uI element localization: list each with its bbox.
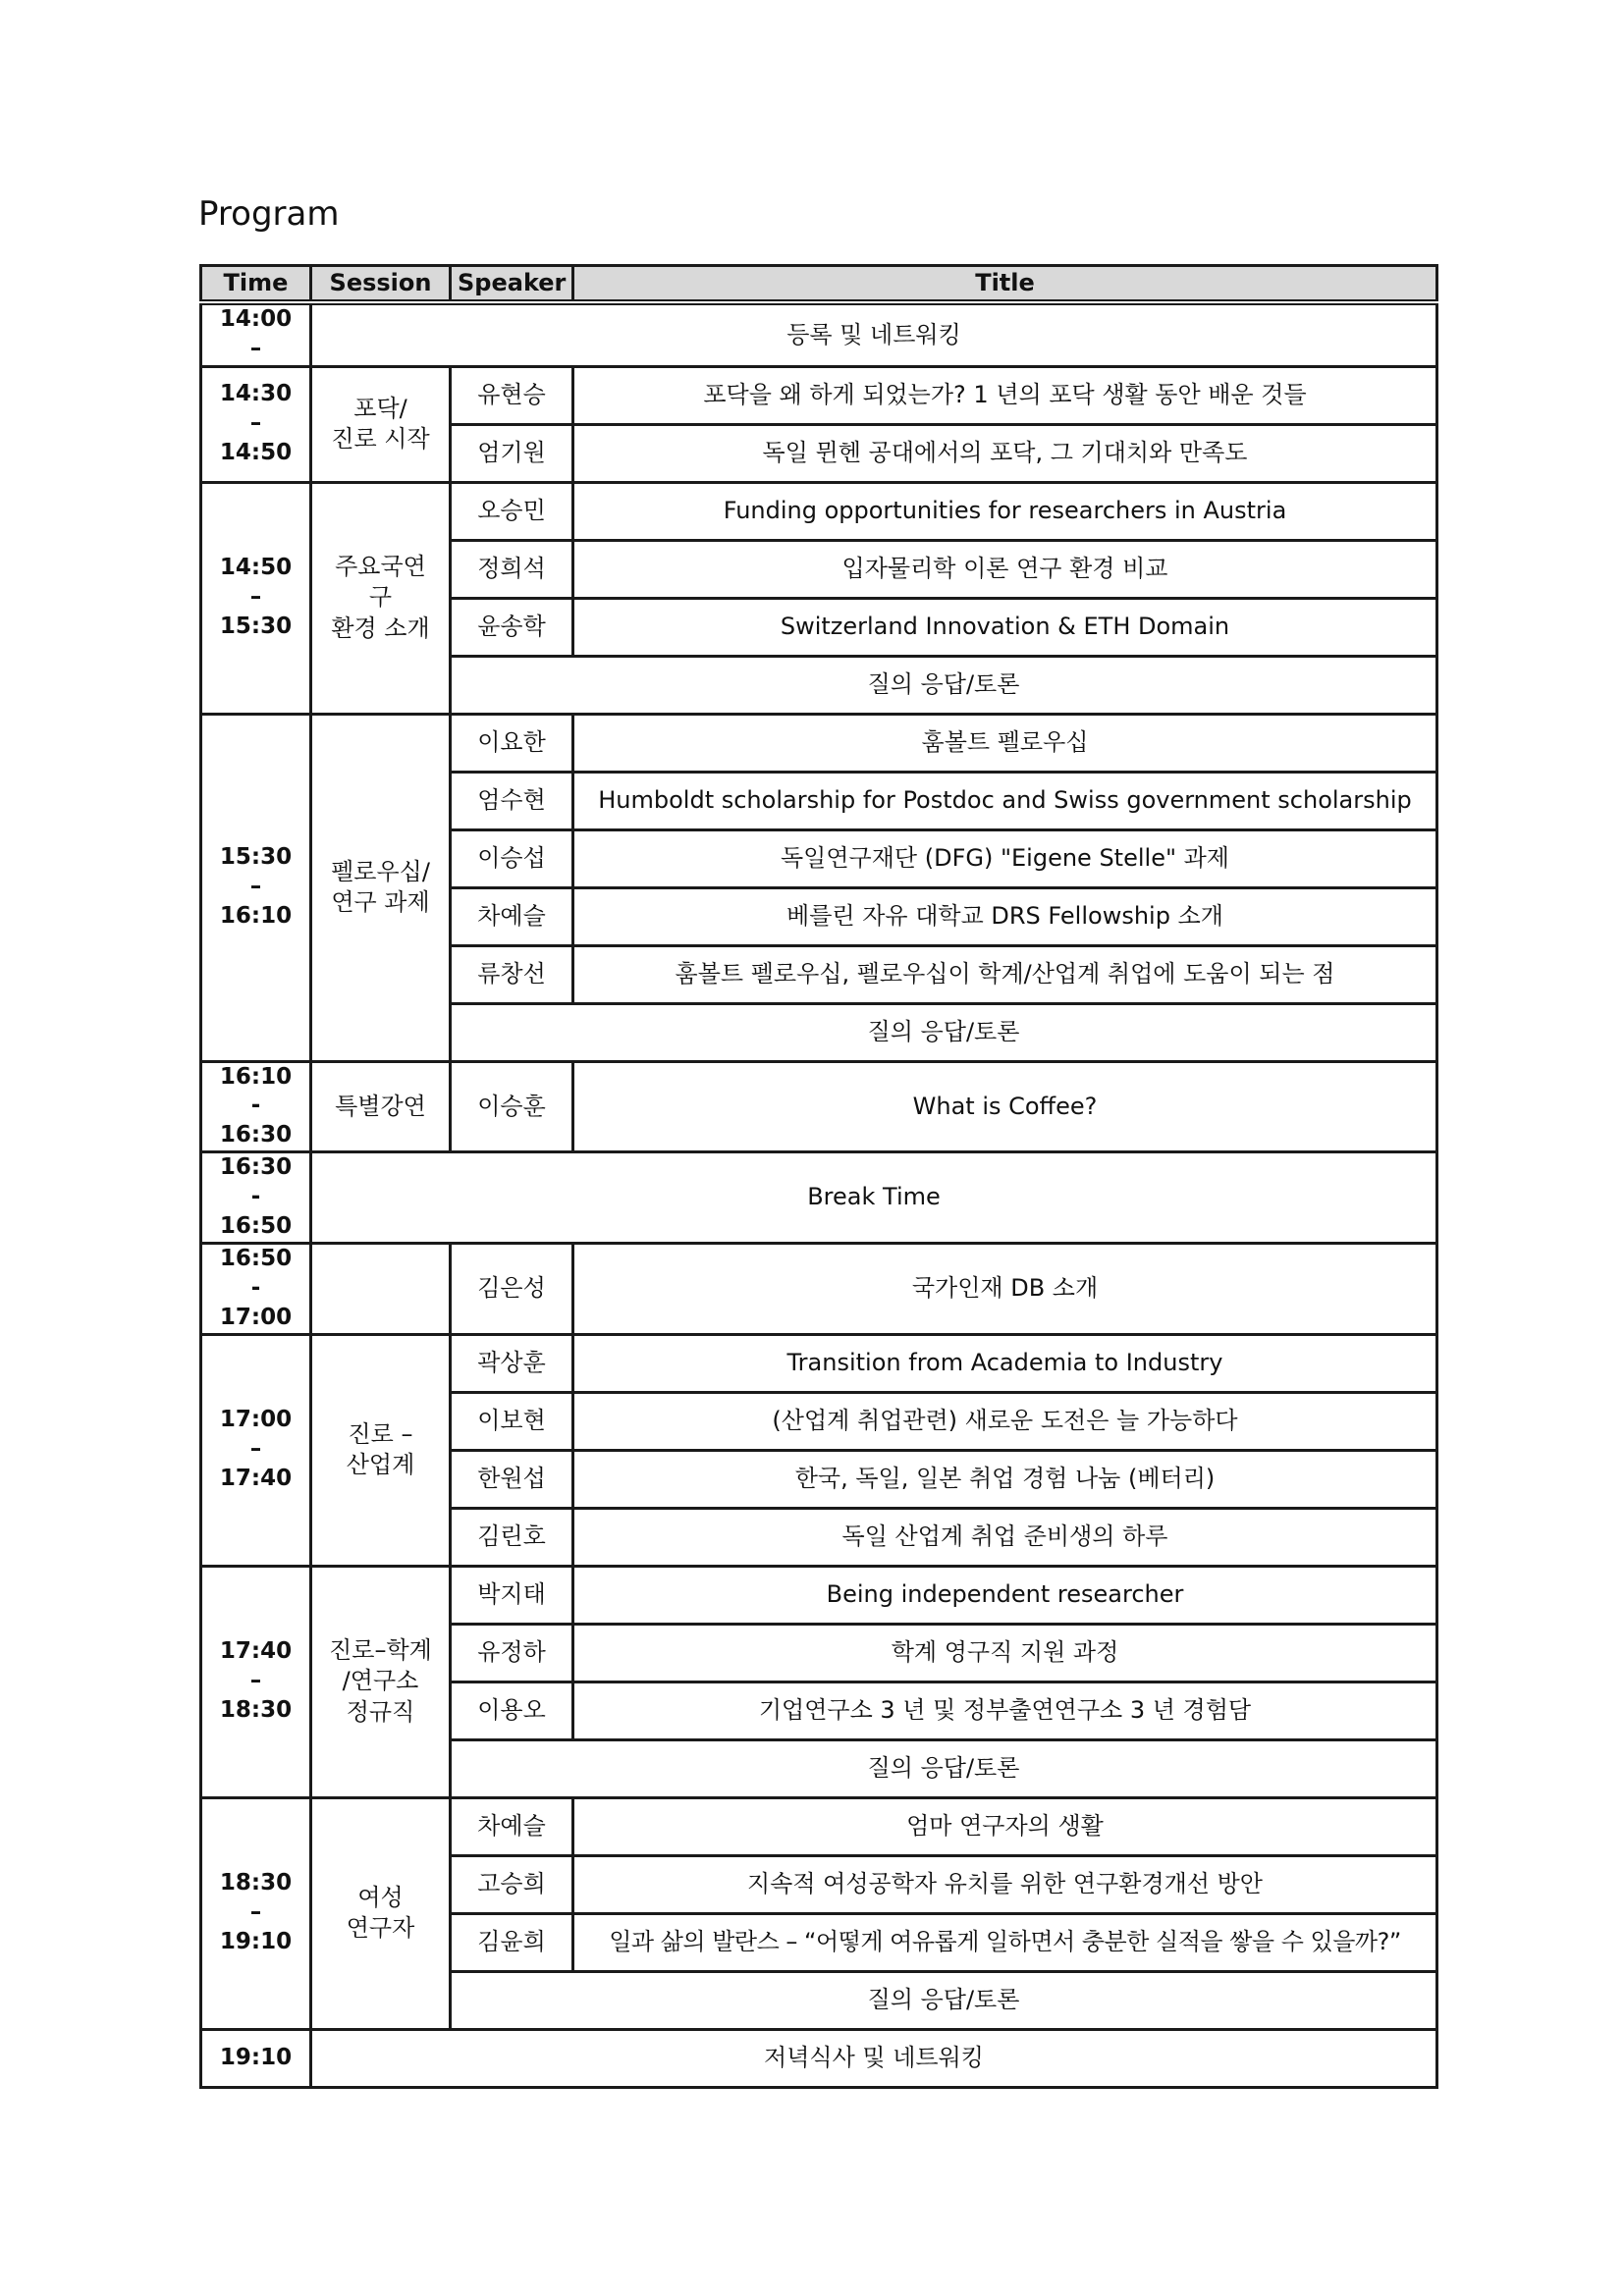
table-row [201, 482, 1437, 540]
qa-cell: 질의 응답/토론 [451, 1003, 1437, 1061]
session-cell: 진로 – 산업계 [311, 1334, 451, 1566]
title-cell: What is Coffee? [573, 1061, 1437, 1152]
time-cell: 14:30 – 14:50 [201, 366, 311, 482]
qa-cell: 질의 응답/토론 [451, 656, 1437, 714]
table-row [201, 2029, 1437, 2087]
header-time: Time [201, 266, 311, 303]
title-cell: Funding opportunities for researchers in Austria [573, 482, 1437, 540]
time-cell: 16:50 - 17:00 [201, 1243, 311, 1334]
speaker-cell: 엄수현 [451, 772, 573, 829]
program-table [199, 264, 1438, 2089]
title-cell: 훔볼트 펠로우십 [573, 714, 1437, 772]
session-cell: 진로–학계 /연구소 정규직 [311, 1566, 451, 1797]
speaker-cell: 김은성 [451, 1243, 573, 1334]
table-row [201, 1243, 1437, 1334]
speaker-cell: 유정하 [451, 1624, 573, 1682]
title-cell: 등록 및 네트워킹 [311, 302, 1437, 366]
speaker-cell: 이승섭 [451, 829, 573, 887]
speaker-cell: 오승민 [451, 482, 573, 540]
speaker-cell: 차예슬 [451, 887, 573, 945]
title-cell: 저녁식사 및 네트워킹 [311, 2029, 1437, 2087]
title-cell: Switzerland Innovation & ETH Domain [573, 598, 1437, 656]
speaker-cell: 김윤희 [451, 1913, 573, 1971]
title-cell: 기업연구소 3 년 및 정부출연연구소 3 년 경험담 [573, 1682, 1437, 1739]
table-row [201, 1566, 1437, 1624]
title-cell: 학계 영구직 지원 과정 [573, 1624, 1437, 1682]
page-title: Program [198, 194, 340, 234]
table-row [201, 1797, 1437, 1855]
header-speaker: Speaker [451, 266, 573, 303]
session-cell: 특별강연 [311, 1061, 451, 1152]
speaker-cell: 엄기원 [451, 424, 573, 482]
title-cell: (산업계 취업관련) 새로운 도전은 늘 가능하다 [573, 1392, 1437, 1450]
speaker-cell: 이요한 [451, 714, 573, 772]
title-cell: 독일 뮌헨 공대에서의 포닥, 그 기대치와 만족도 [573, 424, 1437, 482]
speaker-cell: 고승희 [451, 1855, 573, 1913]
title-cell: 지속적 여성공학자 유치를 위한 연구환경개선 방안 [573, 1855, 1437, 1913]
table-header-row [201, 266, 1437, 303]
speaker-cell: 정희석 [451, 540, 573, 598]
speaker-cell: 한원섭 [451, 1450, 573, 1508]
table-row [201, 714, 1437, 772]
table-row [201, 366, 1437, 424]
table-row [201, 1334, 1437, 1392]
title-cell: Transition from Academia to Industry [573, 1334, 1437, 1392]
session-cell: 주요국연구 환경 소개 [311, 482, 451, 714]
time-cell: 19:10 [201, 2029, 311, 2087]
time-cell: 17:00 – 17:40 [201, 1334, 311, 1566]
speaker-cell: 곽상훈 [451, 1334, 573, 1392]
speaker-cell: 차예슬 [451, 1797, 573, 1855]
session-cell [311, 1243, 451, 1334]
table-row [201, 302, 1437, 366]
session-cell: 포닥/ 진로 시작 [311, 366, 451, 482]
speaker-cell: 류창선 [451, 945, 573, 1003]
title-cell: 한국, 독일, 일본 취업 경험 나눔 (베터리) [573, 1450, 1437, 1508]
title-cell: 일과 삶의 발란스 – “어떻게 여유롭게 일하면서 충분한 실적을 쌓을 수 있을까?” [573, 1913, 1437, 1971]
header-session: Session [311, 266, 451, 303]
session-cell: 여성 연구자 [311, 1797, 451, 2029]
title-cell: 포닥을 왜 하게 되었는가? 1 년의 포닥 생활 동안 배운 것들 [573, 366, 1437, 424]
speaker-cell: 윤송학 [451, 598, 573, 656]
title-cell: Humboldt scholarship for Postdoc and Swiss government scholarship [573, 772, 1437, 829]
speaker-cell: 이용오 [451, 1682, 573, 1739]
title-cell: Being independent researcher [573, 1566, 1437, 1624]
title-cell: 베를린 자유 대학교 DRS Fellowship 소개 [573, 887, 1437, 945]
time-cell: 14:00 – [201, 302, 311, 366]
speaker-cell: 박지태 [451, 1566, 573, 1624]
table-row [201, 1061, 1437, 1152]
time-cell: 18:30 – 19:10 [201, 1797, 311, 2029]
title-cell: 엄마 연구자의 생활 [573, 1797, 1437, 1855]
title-cell: 훔볼트 펠로우십, 펠로우십이 학계/산업계 취업에 도움이 되는 점 [573, 945, 1437, 1003]
qa-cell: 질의 응답/토론 [451, 1971, 1437, 2029]
speaker-cell: 이보현 [451, 1392, 573, 1450]
time-cell: 14:50 – 15:30 [201, 482, 311, 714]
header-title: Title [573, 266, 1437, 303]
title-cell: 독일 산업계 취업 준비생의 하루 [573, 1508, 1437, 1566]
speaker-cell: 김린호 [451, 1508, 573, 1566]
title-cell: 국가인재 DB 소개 [573, 1243, 1437, 1334]
session-cell: 펠로우십/ 연구 과제 [311, 714, 451, 1061]
title-cell: 입자물리학 이론 연구 환경 비교 [573, 540, 1437, 598]
speaker-cell: 이승훈 [451, 1061, 573, 1152]
time-cell: 17:40 – 18:30 [201, 1566, 311, 1797]
speaker-cell: 유현승 [451, 366, 573, 424]
title-cell: 독일연구재단 (DFG) "Eigene Stelle" 과제 [573, 829, 1437, 887]
table-row [201, 1152, 1437, 1244]
time-cell: 16:10 - 16:30 [201, 1061, 311, 1152]
qa-cell: 질의 응답/토론 [451, 1739, 1437, 1797]
time-cell: 15:30 – 16:10 [201, 714, 311, 1061]
time-cell: 16:30 - 16:50 [201, 1152, 311, 1244]
title-cell: Break Time [311, 1152, 1437, 1244]
